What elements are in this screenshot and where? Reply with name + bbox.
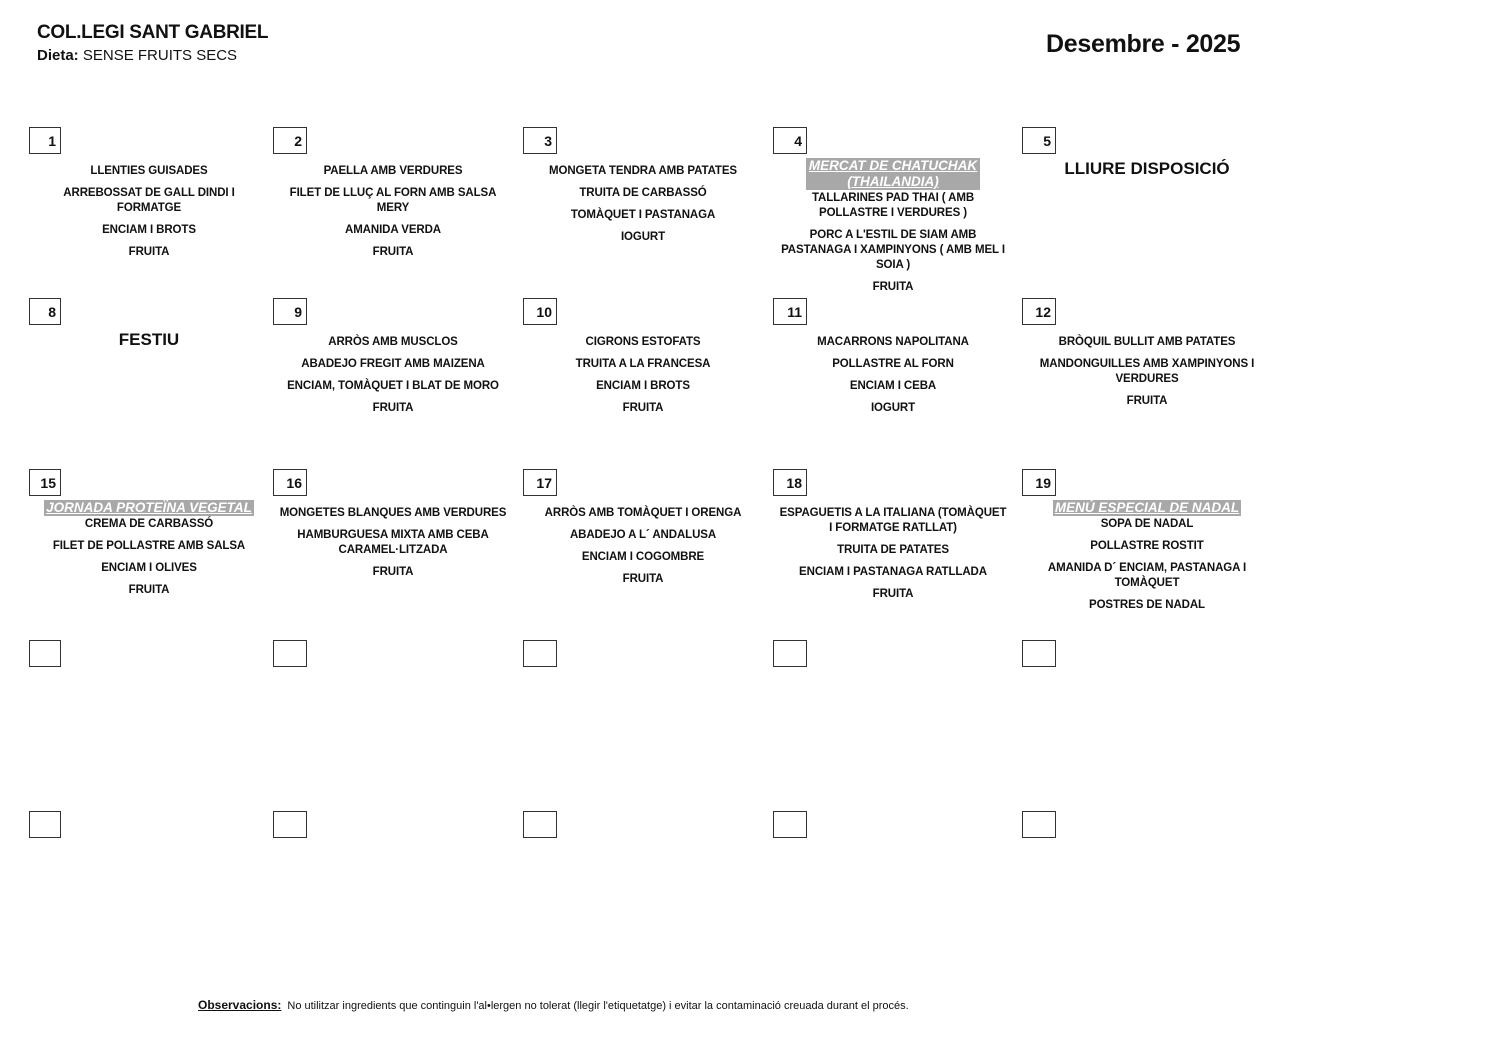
day-cell xyxy=(1022,811,1268,976)
day-cell xyxy=(1022,640,1268,805)
day-number xyxy=(1022,811,1056,838)
day-number xyxy=(29,811,61,838)
menu-dish: FRUITA xyxy=(1126,395,1168,407)
day-menu xyxy=(273,156,513,294)
day-menu xyxy=(29,327,269,465)
menu-dish: LLENTIES GUISADES xyxy=(90,165,208,177)
day-menu xyxy=(1022,327,1272,465)
day-menu xyxy=(29,156,269,294)
day-number xyxy=(1022,640,1056,667)
menu-dish: TALLARINES PAD THAI ( AMB POLLASTRE I VERDURES ) xyxy=(811,192,975,219)
day-cell xyxy=(523,811,769,976)
day-cell xyxy=(1022,298,1268,463)
day-cell xyxy=(29,640,275,805)
observations-text: No utilitzar ingredients que continguin l'al•lergen no tolerat (llegir l'etiquetatge) i evitar la contaminació creuada durant el procés. xyxy=(287,1000,909,1012)
day-menu xyxy=(773,840,1013,978)
day-number: 9 xyxy=(273,298,307,325)
day-menu xyxy=(523,498,763,636)
month-title: Desembre - 2025 xyxy=(1046,30,1241,58)
day-number xyxy=(773,811,807,838)
day-menu xyxy=(773,669,1013,807)
day-cell xyxy=(273,298,519,463)
menu-dish: POLLASTRE AL FORN xyxy=(832,358,954,370)
menu-dish: ENCIAM, TOMÀQUET I BLAT DE MORO xyxy=(287,380,499,392)
diet-label: Dieta: xyxy=(37,47,79,64)
menu-dish: FRUITA xyxy=(622,402,664,414)
day-note: FESTIU xyxy=(118,330,180,349)
day-cell xyxy=(773,127,1019,292)
menu-dish: FRUITA xyxy=(372,402,414,414)
menu-dish: IOGURT xyxy=(870,402,916,414)
special-day-title: MERCAT DE CHATUCHAK (THAILANDIA) xyxy=(806,158,980,190)
day-menu xyxy=(29,669,269,807)
menu-dish: ENCIAM I COGOMBRE xyxy=(581,551,705,563)
day-number: 16 xyxy=(273,469,307,496)
day-number: 8 xyxy=(29,298,61,325)
day-cell xyxy=(1022,469,1268,634)
menu-dish: ENCIAM I PASTANAGA RATLLADA xyxy=(799,566,987,578)
menu-dish: ESPAGUETIS A LA ITALIANA (TOMÀQUET I FORMATGE RATLLAT) xyxy=(779,507,1007,534)
menu-dish: ABADEJO FREGIT AMB MAIZENA xyxy=(301,358,485,370)
day-number: 12 xyxy=(1022,298,1056,325)
day-cell xyxy=(29,127,275,292)
day-cell xyxy=(273,469,519,634)
day-number: 19 xyxy=(1022,469,1056,496)
day-number: 11 xyxy=(773,298,807,325)
day-menu xyxy=(773,498,1013,636)
day-cell xyxy=(773,811,1019,976)
menu-dish: POLLASTRE ROSTIT xyxy=(1090,540,1204,552)
day-number xyxy=(273,811,307,838)
day-cell xyxy=(29,298,275,463)
menu-dish: CREMA DE CARBASSÓ xyxy=(84,518,214,530)
menu-dish: CIGRONS ESTOFATS xyxy=(585,336,701,348)
day-number: 10 xyxy=(523,298,557,325)
day-cell xyxy=(523,640,769,805)
menu-dish: TRUITA A LA FRANCESA xyxy=(575,358,711,370)
day-note: LLIURE DISPOSICIÓ xyxy=(1064,159,1230,178)
special-day-title: MENÚ ESPECIAL DE NADAL xyxy=(1054,500,1240,515)
menu-dish: FILET DE LLUÇ AL FORN AMB SALSA MERY xyxy=(289,187,497,214)
special-day-title: JORNADA PROTEÏNA VEGETAL xyxy=(46,500,252,515)
day-menu xyxy=(29,840,269,978)
day-number: 5 xyxy=(1022,127,1056,154)
menu-dish: FRUITA xyxy=(128,246,170,258)
observations-label: Observacions: xyxy=(198,998,282,1012)
day-menu xyxy=(1022,669,1272,807)
menu-dish: FRUITA xyxy=(372,566,414,578)
day-cell xyxy=(273,127,519,292)
menu-dish: FRUITA xyxy=(872,588,914,600)
day-number: 2 xyxy=(273,127,307,154)
school-name: COL.LEGI SANT GABRIEL xyxy=(37,22,269,43)
menu-dish: TRUITA DE PATATES xyxy=(837,544,949,556)
menu-dish: ARRÒS AMB TOMÀQUET I ORENGA xyxy=(544,507,742,519)
menu-dish: BRÒQUIL BULLIT AMB PATATES xyxy=(1058,336,1236,348)
day-menu xyxy=(523,840,763,978)
observations xyxy=(198,998,909,1012)
menu-dish: FRUITA xyxy=(372,246,414,258)
menu-dish: TRUITA DE CARBASSÓ xyxy=(579,187,707,199)
day-menu xyxy=(273,327,513,465)
menu-dish: PAELLA AMB VERDURES xyxy=(323,165,463,177)
day-cell xyxy=(273,640,519,805)
day-number xyxy=(523,811,557,838)
menu-dish: SOPA DE NADAL xyxy=(1100,518,1194,530)
day-menu xyxy=(773,327,1013,465)
menu-dish: ARRÒS AMB MUSCLOS xyxy=(328,336,458,348)
day-number xyxy=(29,640,61,667)
menu-dish: ENCIAM I BROTS xyxy=(102,224,196,236)
day-cell xyxy=(773,469,1019,634)
day-number xyxy=(273,640,307,667)
menu-dish: POSTRES DE NADAL xyxy=(1089,599,1205,611)
day-number: 3 xyxy=(523,127,557,154)
menu-dish: IOGURT xyxy=(620,231,666,243)
menu-dish: FRUITA xyxy=(872,281,914,293)
menu-dish: FRUITA xyxy=(128,584,170,596)
menu-dish: TOMÀQUET I PASTANAGA xyxy=(570,209,716,221)
menu-dish: ARREBOSSAT DE GALL DINDI I FORMATGE xyxy=(63,187,235,214)
day-menu xyxy=(1022,840,1272,978)
day-cell xyxy=(523,469,769,634)
day-number: 17 xyxy=(523,469,557,496)
day-number: 1 xyxy=(29,127,61,154)
day-cell xyxy=(523,127,769,292)
day-number: 18 xyxy=(773,469,807,496)
day-number xyxy=(523,640,557,667)
day-menu xyxy=(273,498,513,636)
diet-line xyxy=(37,47,237,64)
day-number xyxy=(773,640,807,667)
day-menu xyxy=(523,156,763,294)
day-menu xyxy=(273,840,513,978)
day-cell xyxy=(523,298,769,463)
day-menu xyxy=(523,669,763,807)
diet-value: SENSE FRUITS SECS xyxy=(82,47,238,64)
day-menu xyxy=(1022,498,1272,636)
menu-dish: MONGETES BLANQUES AMB VERDURES xyxy=(279,507,507,519)
day-cell xyxy=(29,811,275,976)
day-menu xyxy=(523,327,763,465)
menu-dish: FRUITA xyxy=(622,573,664,585)
day-cell xyxy=(29,469,275,634)
menu-dish: ENCIAM I OLIVES xyxy=(101,562,197,574)
menu-dish: AMANIDA D´ ENCIAM, PASTANAGA I TOMÀQUET xyxy=(1047,562,1247,589)
menu-dish: MONGETA TENDRA AMB PATATES xyxy=(549,165,737,177)
day-cell xyxy=(1022,127,1268,292)
menu-dish: ENCIAM I CEBA xyxy=(849,380,937,392)
day-menu xyxy=(773,156,1013,294)
day-cell xyxy=(273,811,519,976)
menu-dish: PORC A L'ESTIL DE SIAM AMB PASTANAGA I XAMPINYONS ( AMB MEL I SOIA ) xyxy=(781,229,1005,271)
menu-dish: AMANIDA VERDA xyxy=(344,224,442,236)
day-menu xyxy=(273,669,513,807)
day-menu xyxy=(1022,156,1272,294)
day-cell xyxy=(773,298,1019,463)
day-number: 15 xyxy=(29,469,61,496)
menu-dish: FILET DE POLLASTRE AMB SALSA xyxy=(52,540,246,552)
menu-dish: HAMBURGUESA MIXTA AMB CEBA CARAMEL·LITZADA xyxy=(297,529,489,556)
day-number: 4 xyxy=(773,127,807,154)
menu-dish: ABADEJO A L´ ANDALUSA xyxy=(569,529,717,541)
day-menu xyxy=(29,498,269,636)
menu-dish: ENCIAM I BROTS xyxy=(596,380,690,392)
day-cell xyxy=(773,640,1019,805)
menu-dish: MACARRONS NAPOLITANA xyxy=(817,336,969,348)
menu-dish: MANDONGUILLES AMB XAMPINYONS I VERDURES xyxy=(1039,358,1255,385)
